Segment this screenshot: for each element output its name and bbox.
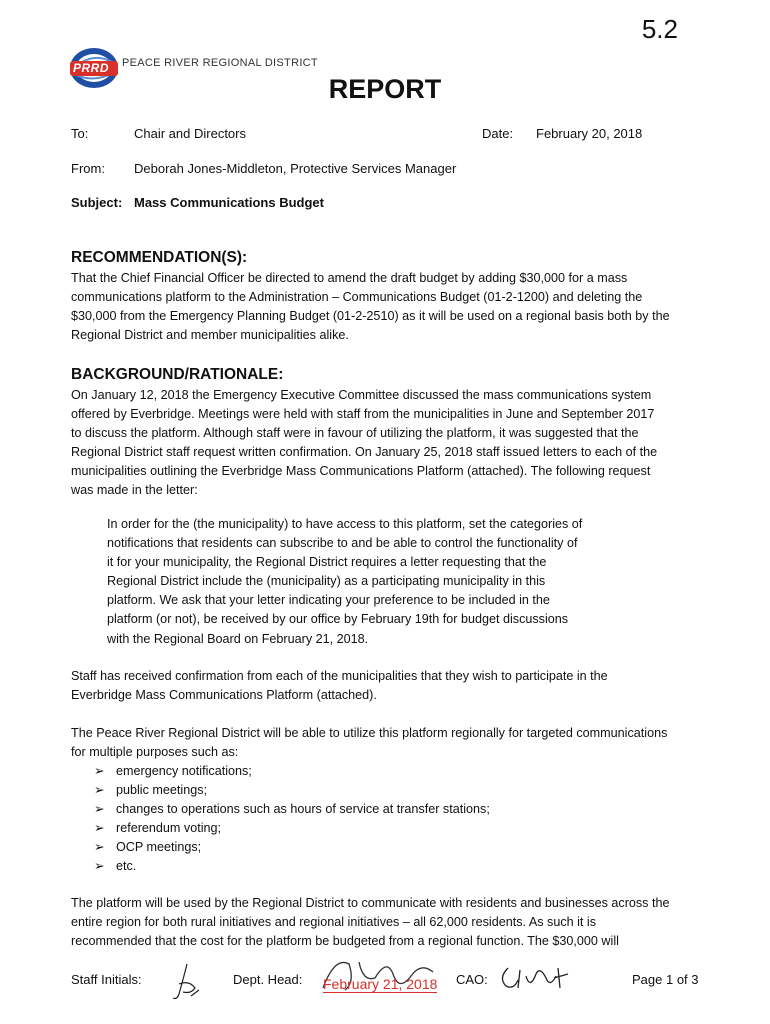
text-line: to discuss the platform. Although staff were in favour of utilizing the platform, it was suggested that the: [71, 426, 639, 441]
background-heading: BACKGROUND/RATIONALE:: [71, 366, 284, 383]
list-item-text: public meetings;: [116, 783, 208, 798]
list-item: [94, 838, 490, 857]
text-line: entire region for both rural initiatives and regional initiatives – all 62,000 residents. As such it is: [71, 915, 597, 930]
list-item-text: etc.: [116, 859, 137, 874]
staff-initials-signature: [165, 960, 205, 1004]
list-item: [94, 857, 490, 876]
text-line: That the Chief Financial Officer be directed to amend the draft budget by adding $30,000 for a mass: [71, 271, 628, 285]
text-line: On January 12, 2018 the Emergency Executive Committee discussed the mass communications system: [71, 388, 652, 402]
arrow-bullet-icon: ➢: [94, 859, 105, 874]
text-line: Regional District include the (municipality) as a participating municipality in this: [107, 574, 546, 589]
text-line: Regional District staff request written confirmation. On January 25, 2018 staff issued letters to each of the: [71, 445, 658, 460]
list-item-text: OCP meetings;: [116, 840, 202, 855]
arrow-bullet-icon: ➢: [94, 821, 105, 836]
text-line: it for your municipality, the Regional District requires a letter requesting that the: [107, 555, 547, 570]
text-line: platform. We ask that your letter indicating your preference to be included in the: [107, 593, 550, 608]
text-line: notifications that residents can subscribe to and be able to control the functionality of: [107, 536, 578, 551]
report-title: REPORT: [328, 74, 442, 104]
cao-signature: [494, 960, 574, 996]
list-item: [94, 781, 490, 800]
list-item-text: referendum voting;: [116, 821, 222, 836]
dept-head-label: Dept. Head:: [233, 972, 303, 987]
text-line: offered by Everbridge. Meetings were held with staff from the municipalities in June and September 2017: [71, 407, 655, 422]
text-line: platform (or not), be received by our office by February 19th for budget discussions: [107, 612, 569, 627]
from-label: From:: [71, 161, 105, 176]
text-line: for multiple purposes such as:: [71, 745, 239, 760]
list-item-text: emergency notifications;: [116, 764, 252, 778]
list-item: [94, 762, 490, 781]
to-value: Chair and Directors: [134, 126, 246, 141]
arrow-bullet-icon: ➢: [94, 840, 105, 855]
cao-label: CAO:: [456, 972, 488, 987]
text-line: In order for the (the municipality) to have access to this platform, set the categories of: [107, 517, 583, 531]
staff-initials-label: Staff Initials:: [71, 972, 142, 987]
text-line: The Peace River Regional District will be able to utilize this platform regionally for targeted communications: [71, 726, 668, 740]
subject-label: Subject:: [71, 195, 123, 210]
background-paragraph-4: [71, 894, 711, 951]
logo-abbr: PRRD: [73, 61, 110, 75]
letter-quote: [107, 515, 627, 649]
text-line: Staff has received confirmation from each of the municipalities that they wish to participate in the: [71, 669, 608, 683]
text-line: was made in the letter:: [71, 483, 198, 498]
recommendation-text: [71, 269, 711, 345]
arrow-bullet-icon: ➢: [94, 802, 105, 817]
page-indicator: Page 1 of 3: [632, 972, 699, 987]
agenda-item-number: 5.2: [641, 14, 678, 44]
recommendation-heading: RECOMMENDATION(S):: [71, 249, 248, 266]
from-value: Deborah Jones-Middleton, Protective Services Manager: [134, 161, 457, 176]
subject-value: Mass Communications Budget: [134, 195, 324, 210]
text-line: Regional District and member municipalities alike.: [71, 328, 349, 343]
text-line: communications platform to the Administration – Communications Budget (01-2-1200) and deleting the: [71, 290, 643, 305]
list-item: [94, 819, 490, 838]
list-item-text: changes to operations such as hours of service at transfer stations;: [116, 802, 490, 817]
logo-org-name: PEACE RIVER REGIONAL DISTRICT: [122, 57, 318, 69]
background-paragraph-3: [71, 724, 711, 762]
list-item: [94, 800, 490, 819]
purposes-list: [94, 762, 490, 877]
text-line: with the Regional Board on February 21, 2018.: [107, 631, 369, 646]
text-line: recommended that the cost for the platform be budgeted from a regional function. The $30,000 will: [71, 934, 619, 949]
background-paragraph-1: [71, 386, 711, 501]
text-line: Everbridge Mass Communications Platform (attached).: [71, 688, 377, 703]
arrow-bullet-icon: ➢: [94, 764, 105, 778]
arrow-bullet-icon: ➢: [94, 783, 105, 798]
date-label: Date:: [482, 126, 514, 141]
background-paragraph-2: [71, 667, 711, 705]
text-line: municipalities outlining the Everbridge Mass Communications Platform (attached). The following request: [71, 464, 651, 479]
date-stamp: February 21, 2018: [323, 976, 438, 992]
date-value: February 20, 2018: [536, 126, 643, 141]
text-line: The platform will be used by the Regional District to communicate with residents and businesses across the: [71, 896, 670, 910]
text-line: $30,000 from the Emergency Planning Budget (01-2-2510) as it will be used on a regional basis both by the: [71, 309, 670, 324]
to-label: To:: [71, 126, 89, 141]
